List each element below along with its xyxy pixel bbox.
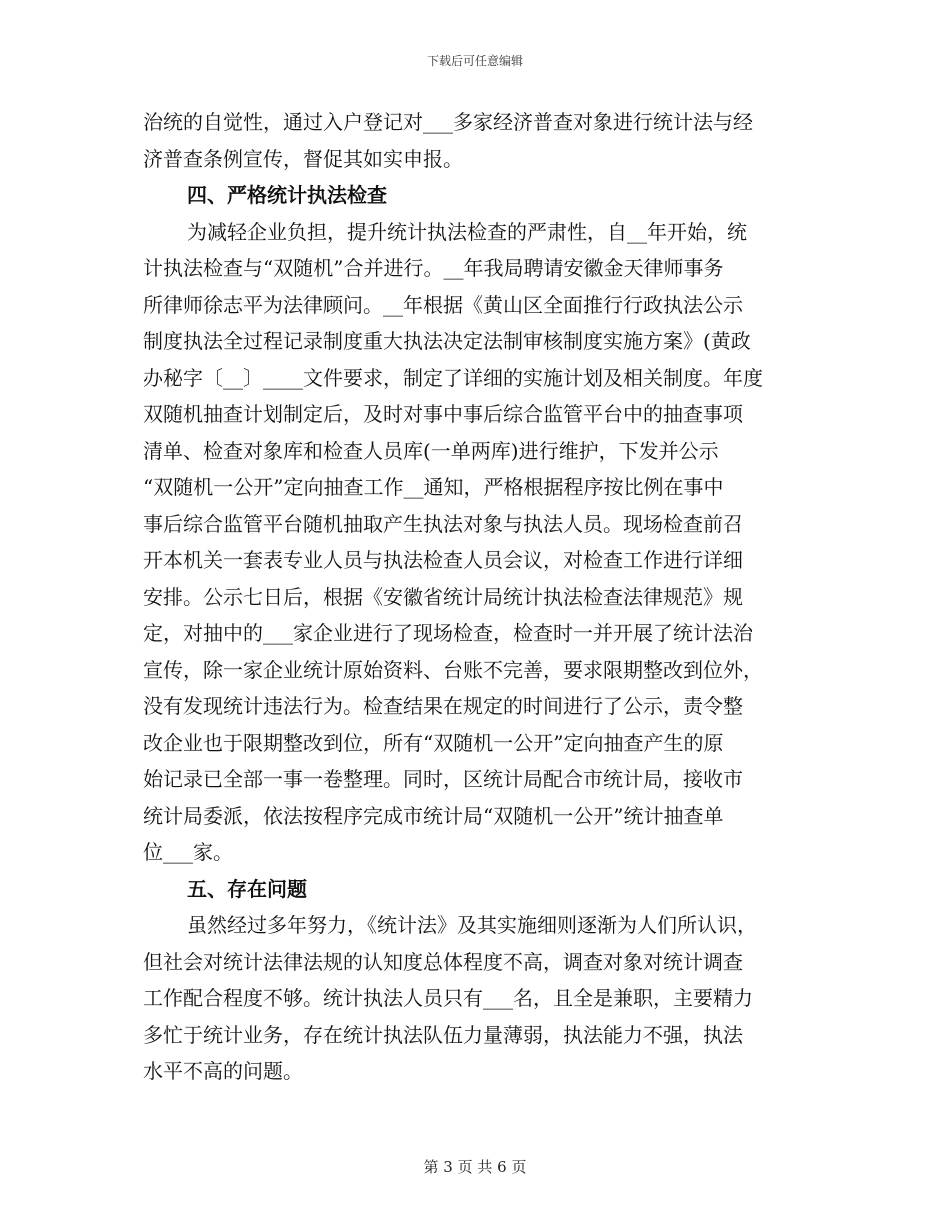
body-text-line: 为减轻企业负担，提升统计执法检查的严肃性，自__年开始，统 [187, 219, 747, 244]
page-number-footer: 第 3 页 共 6 页 [423, 1158, 527, 1176]
body-text-line: 工作配合程度不够。统计执法人员只有___名，且全是兼职，主要精力 [143, 986, 753, 1010]
body-text-line: 没有发现统计违法行为。检查结果在规定的时间进行了公示，责令整 [143, 694, 743, 718]
body-text-line: 统计局委派，依法按程序完成市统计局“双随机一公开”统计抽查单 [143, 803, 724, 828]
body-text-line: 济普查条例宣传，督促其如实申报。 [143, 146, 463, 171]
body-text-line: 双随机抽查计划制定后，及时对事中事后综合监管平台中的抽查事项 [143, 402, 743, 426]
section-heading: 四、严格统计执法检查 [187, 183, 387, 207]
header-note: 下载后可任意编辑 [426, 54, 523, 68]
body-text-line: “双随机一公开”定向抽查工作__通知，严格根据程序按比例在事中 [143, 475, 724, 499]
body-text-line: 改企业也于限期整改到位，所有“双随机一公开”定向抽查产生的原 [143, 730, 724, 755]
section-heading: 五、存在问题 [187, 876, 307, 901]
body-text-line: 但社会对统计法律法规的认知度总体程度不高，调查对象对统计调查 [143, 949, 743, 974]
body-text-line: 宣传，除一家企业统计原始资料、台账不完善，要求限期整改到位外， [143, 657, 763, 682]
body-text-line: 办秘字〔__〕____文件要求，制定了详细的实施计划及相关制度。年度 [143, 365, 763, 390]
body-text-line: 安排。公示七日后，根据《安徽省统计局统计执法检查法律规范》规 [143, 584, 743, 609]
body-text-line: 始记录已全部一事一卷整理。同时，区统计局配合市统计局，接收市 [143, 767, 743, 791]
body-text-line: 开本机关一套表专业人员与执法检查人员会议，对检查工作进行详细 [143, 548, 743, 572]
body-text-line: 定，对抽中的___家企业进行了现场检查，检查时一并开展了统计法治 [143, 621, 753, 645]
body-text-line: 虽然经过多年努力，《统计法》及其实施细则逐渐为人们所认识， [187, 913, 757, 937]
body-text-line: 清单、检查对象库和检查人员库(一单两库)进行维护，下发并公示 [143, 438, 719, 463]
body-text-line: 制度执法全过程记录制度重大执法决定法制审核制度实施方案》(黄政 [143, 329, 751, 353]
document-body [143, 104, 807, 1090]
body-text-line: 所律师徐志平为法律顾问。__年根据《黄山区全面推行行政执法公示 [143, 292, 743, 317]
body-text-line: 事后综合监管平台随机抽取产生执法对象与执法人员。现场检查前召 [143, 511, 743, 536]
body-text-line: 位___家。 [143, 840, 233, 864]
body-text-line: 水平不高的问题。 [143, 1059, 303, 1083]
body-text-line: 多忙于统计业务，存在统计执法队伍力量薄弱，执法能力不强，执法 [143, 1022, 743, 1047]
body-text-line: 计执法检查与“双随机”合并进行。__年我局聘请安徽金天律师事务 [143, 256, 724, 280]
body-text-line: 治统的自觉性，通过入户登记对___多家经济普查对象进行统计法与经 [143, 110, 753, 134]
